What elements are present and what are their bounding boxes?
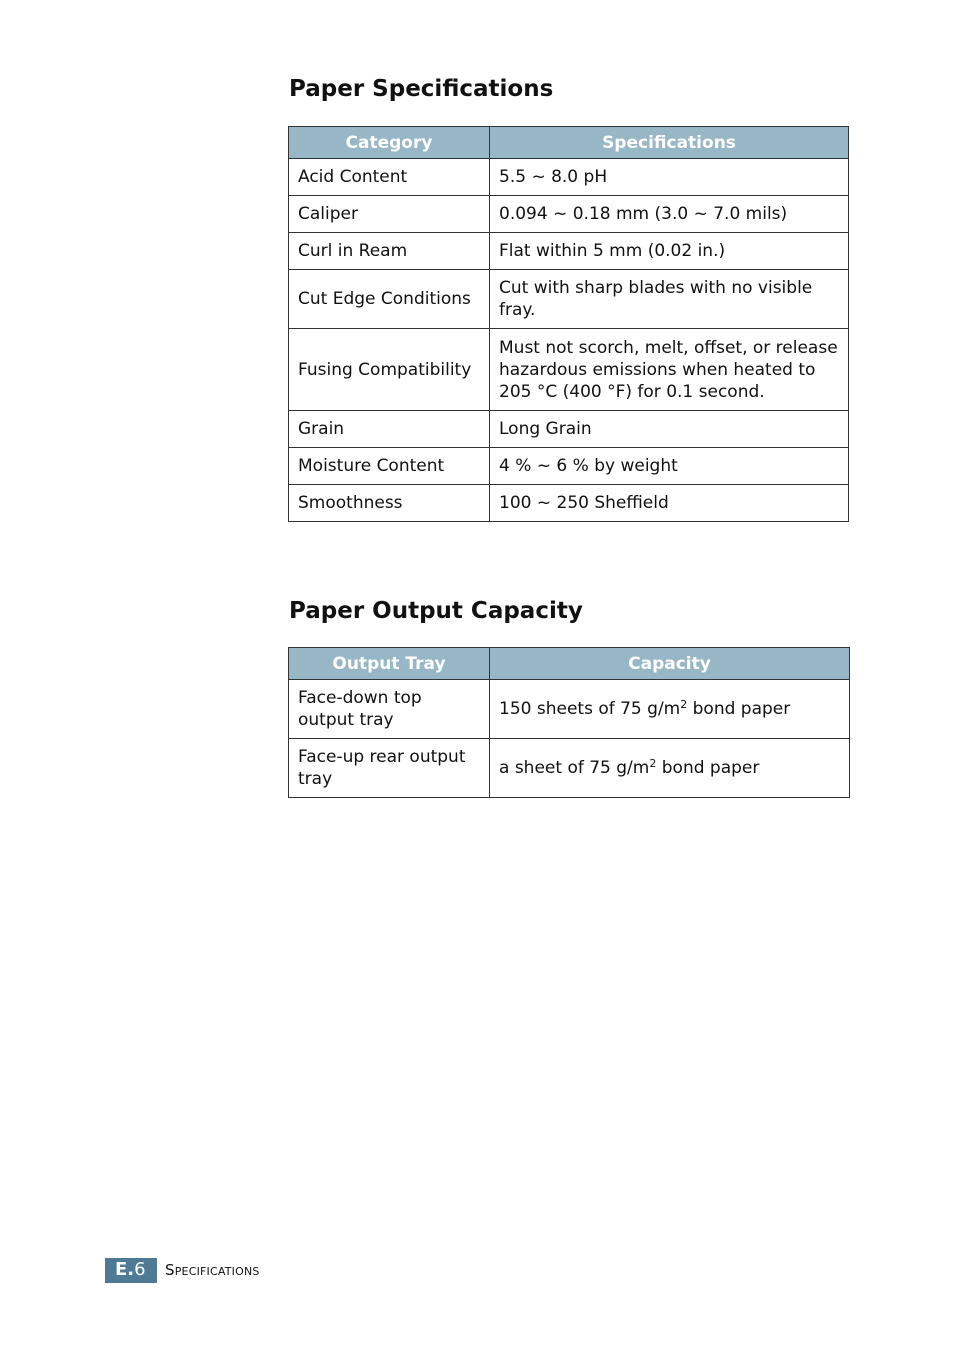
- table-row: [289, 233, 849, 270]
- specification-cell: 0.094 ~ 0.18 mm (3.0 ~ 7.0 mils): [490, 196, 849, 233]
- table-row: [289, 448, 849, 485]
- table-row: [289, 329, 849, 411]
- page-number: 6: [134, 1259, 146, 1280]
- column-header-specifications: Specifications: [490, 127, 849, 159]
- category-cell: Fusing Compatibility: [289, 329, 490, 411]
- capacity-cell: [490, 739, 850, 798]
- specification-cell: 5.5 ~ 8.0 pH: [490, 159, 849, 196]
- specification-cell: Long Grain: [490, 411, 849, 448]
- specification-cell: Flat within 5 mm (0.02 in.): [490, 233, 849, 270]
- capacity-text: 150 sheets of 75 g/m: [499, 699, 681, 719]
- paper-output-capacity-title: Paper Output Capacity: [289, 598, 583, 624]
- specification-cell: 100 ~ 250 Sheffield: [490, 485, 849, 522]
- paper-output-capacity-table: [288, 647, 850, 798]
- table-row: [289, 680, 850, 739]
- page-number-badge: [105, 1258, 157, 1283]
- paper-specifications-title: Paper Specifications: [289, 76, 554, 102]
- table-row: [289, 739, 850, 798]
- category-cell: Cut Edge Conditions: [289, 270, 490, 329]
- chapter-letter: E.: [115, 1259, 135, 1280]
- column-header-capacity: Capacity: [490, 648, 850, 680]
- category-cell: Curl in Ream: [289, 233, 490, 270]
- table-row: [289, 485, 849, 522]
- table-header-row: [289, 127, 849, 159]
- table-row: [289, 159, 849, 196]
- tray-cell: Face-down top output tray: [289, 680, 490, 739]
- specification-cell: 4 % ~ 6 % by weight: [490, 448, 849, 485]
- capacity-cell: [490, 680, 850, 739]
- table-row: [289, 411, 849, 448]
- table-row: [289, 196, 849, 233]
- category-cell: Moisture Content: [289, 448, 490, 485]
- category-cell: Acid Content: [289, 159, 490, 196]
- paper-specifications-table: [288, 126, 849, 522]
- category-cell: Caliper: [289, 196, 490, 233]
- exponent: 2: [680, 698, 688, 711]
- column-header-category: Category: [289, 127, 490, 159]
- table-row: [289, 270, 849, 329]
- column-header-output-tray: Output Tray: [289, 648, 490, 680]
- exponent: 2: [649, 757, 657, 770]
- capacity-text: a sheet of 75 g/m: [499, 758, 650, 778]
- specification-cell: Must not scorch, melt, offset, or release hazardous emissions when heated to 205 °C (400 °F) for 0.1 second.: [490, 329, 849, 411]
- category-cell: Smoothness: [289, 485, 490, 522]
- table-header-row: [289, 648, 850, 680]
- capacity-text-suffix: bond paper: [687, 699, 791, 719]
- footer-section-label: Specifications: [165, 1261, 260, 1279]
- category-cell: Grain: [289, 411, 490, 448]
- capacity-text-suffix: bond paper: [656, 758, 760, 778]
- specification-cell: Cut with sharp blades with no visible fray.: [490, 270, 849, 329]
- tray-cell: Face-up rear output tray: [289, 739, 490, 798]
